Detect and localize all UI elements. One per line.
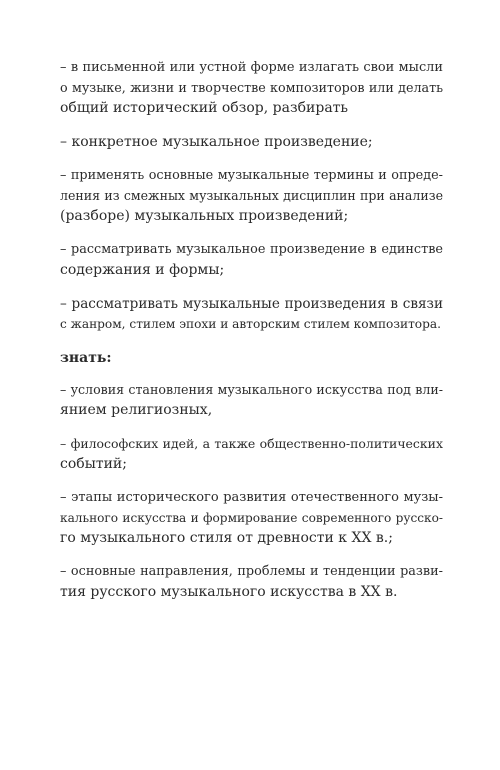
list-item-religious-conditions <box>60 380 443 420</box>
text-line: с жанром, стилем эпохи и авторским стилем композитора. <box>60 317 441 331</box>
text-line: событий; <box>60 456 127 472</box>
list-item-main-directions <box>60 562 443 602</box>
text-line: – этапы исторического развития отечественного музы- <box>60 490 443 505</box>
text-line: общий исторический обзор, разбирать <box>60 100 349 116</box>
text-line: тия русского музыкального искусства в XX в. <box>60 584 398 600</box>
text-line: го музыкального стиля от древности к XX в.; <box>60 530 393 546</box>
text-line: – применять основные музыкальные термины и опреде- <box>60 168 443 183</box>
list-item-express-thoughts <box>60 58 443 118</box>
list-item-content-form <box>60 240 443 280</box>
list-item-concrete-work <box>60 132 443 152</box>
text-line: – конкретное музыкальное произведение; <box>60 134 373 150</box>
text-line: (разборе) музыкальных произведений; <box>60 208 349 224</box>
text-line: – рассматривать музыкальное произведение в единстве <box>60 242 443 257</box>
text-line: – основные направления, проблемы и тенденции разви- <box>60 564 443 579</box>
list-item-historical-stages <box>60 488 443 548</box>
document-page <box>60 58 443 616</box>
text-line: содержания и формы; <box>60 262 225 278</box>
text-line: кального искусства и формирование современного русско- <box>60 511 443 525</box>
text-line: – в письменной или устной форме излагать свои мысли <box>60 60 443 75</box>
text-line: – рассматривать музыкальные произведения в связи <box>60 296 443 312</box>
text-line: – философских идей, а также общественно-политических <box>60 436 443 451</box>
section-heading-know: знать: <box>60 350 112 366</box>
list-item-apply-terms <box>60 166 443 226</box>
text-line: янием религиозных, <box>60 402 213 418</box>
text-line: ления из смежных музыкальных дисциплин при анализе <box>60 188 443 203</box>
list-item-philosophical-ideas <box>60 434 443 474</box>
text-line: – условия становления музыкального искусства под вли- <box>60 382 443 397</box>
text-line: о музыке, жизни и творчестве композиторов или делать <box>60 80 443 95</box>
list-item-genre-style <box>60 294 443 334</box>
